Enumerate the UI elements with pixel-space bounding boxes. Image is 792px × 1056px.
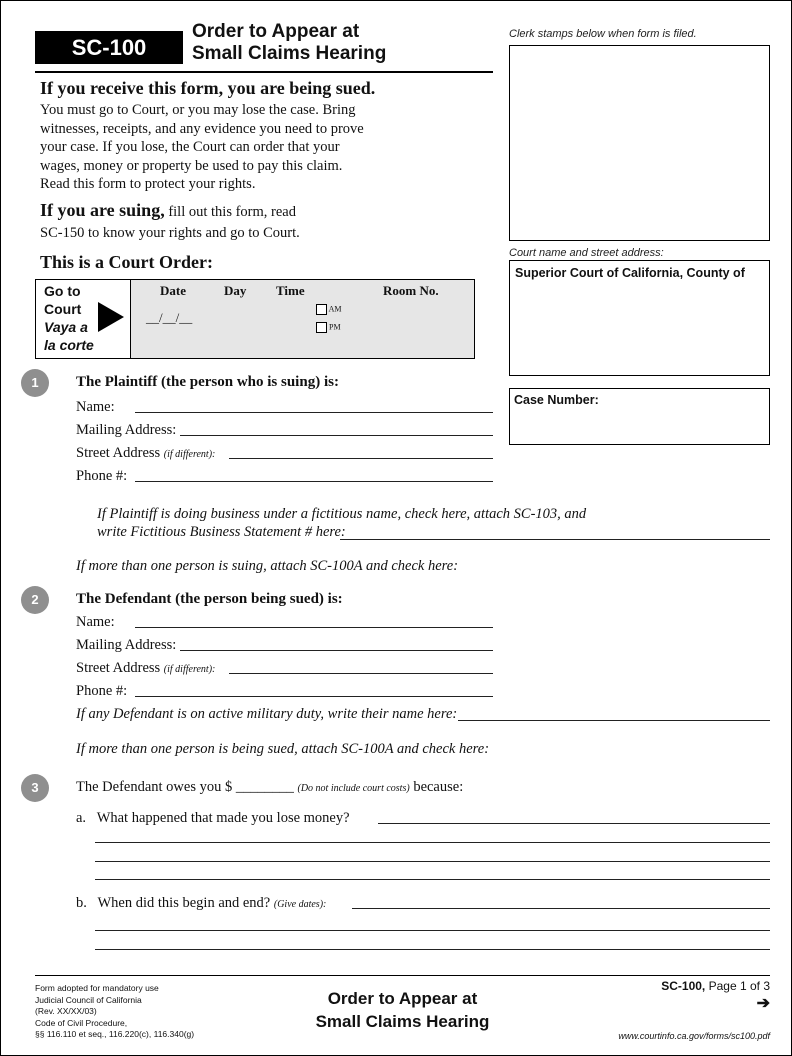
- owes-statement: [76, 779, 463, 796]
- defendant-street-input[interactable]: [229, 673, 493, 674]
- if-different-note: (if different):: [163, 664, 216, 675]
- defendant-more-than-one: If more than one person is being sued, attach SC-100A and check here:: [76, 741, 490, 757]
- suing-bold: If you are suing,: [40, 200, 165, 220]
- question-a-input[interactable]: [378, 823, 770, 824]
- vaya-line: la corte: [44, 337, 94, 353]
- court-costs-note: (Do not include court costs): [297, 783, 410, 794]
- question-b-text: When did this begin and end?: [97, 895, 271, 911]
- intro-body: [40, 101, 364, 194]
- footer-line: (Rev. XX/XX/03): [35, 1006, 97, 1016]
- col-room: Room No.: [383, 283, 439, 298]
- page-number: Page 1 of 3: [708, 979, 770, 993]
- am-checkbox[interactable]: [316, 304, 327, 315]
- form-title: [192, 21, 386, 65]
- plaintiff-more-than-one: If more than one person is suing, attach SC-100A and check here:: [76, 558, 459, 574]
- owes-because: because:: [413, 779, 464, 795]
- question-a-text: What happened that made you lose money?: [96, 810, 350, 826]
- question-b: [76, 895, 326, 912]
- defendant-name-label: Name:: [76, 614, 115, 630]
- footer-line: Code of Civil Procedure,: [35, 1017, 128, 1028]
- question-a-input-line[interactable]: [95, 879, 770, 880]
- plaintiff-phone-input[interactable]: [135, 481, 493, 482]
- military-duty-input[interactable]: [458, 720, 770, 721]
- defendant-mailing-input[interactable]: [180, 650, 493, 651]
- case-number-label: Case Number:: [514, 393, 599, 407]
- question-a: [76, 810, 350, 827]
- question-a-label: a.: [76, 810, 87, 826]
- if-different-note: (if different):: [163, 449, 216, 460]
- give-dates-note: (Give dates):: [273, 899, 327, 910]
- question-b-input-line[interactable]: [95, 949, 770, 950]
- intro-line: You must go to Court, or you may lose the case. Bring: [40, 102, 356, 118]
- suing-paragraph: [40, 201, 300, 242]
- plaintiff-phone-label: Phone #:: [76, 468, 128, 484]
- header-rule: [35, 71, 493, 73]
- form-title-line2: Small Claims Hearing: [192, 43, 387, 64]
- intro-line: wages, money or property be used to pay this claim.: [40, 157, 343, 174]
- footer-title-line1: Order to Appear at: [327, 989, 478, 1008]
- next-page-arrow-icon[interactable]: ➔: [756, 995, 770, 1012]
- suing-line2: SC-150 to know your rights and go to Court.: [40, 224, 300, 241]
- fictitious-line1: If Plaintiff is doing business under a fictitious name, check here, attach SC-103, and: [97, 506, 587, 522]
- question-b-input-line[interactable]: [95, 930, 770, 931]
- pm-label: PM: [329, 322, 341, 332]
- date-field[interactable]: __/__/__: [146, 310, 193, 325]
- court-name-field[interactable]: [509, 260, 770, 376]
- form-number-badge: SC-100: [35, 31, 183, 64]
- pm-option[interactable]: [316, 322, 341, 333]
- footer-rule: [35, 975, 770, 976]
- footer-adoption-info: [35, 983, 194, 1041]
- suing-rest: fill out this form, read: [168, 204, 296, 220]
- military-duty-text: If any Defendant is on active military duty, write their name here:: [76, 706, 458, 722]
- question-a-input-line[interactable]: [95, 842, 770, 843]
- intro-line: Read this form to protect your rights.: [40, 176, 256, 192]
- goto-court-cell: [36, 280, 131, 358]
- am-label: AM: [328, 304, 342, 314]
- col-time: Time: [276, 283, 305, 298]
- footer-title: [290, 987, 515, 1033]
- clerk-stamp-box: [509, 45, 770, 241]
- fictitious-name-text: [97, 505, 586, 541]
- footer-line: Form adopted for mandatory use: [35, 983, 159, 993]
- question-b-label: b.: [76, 895, 87, 911]
- plaintiff-name-label: Name:: [76, 399, 115, 415]
- footer-line: Judicial Council of California: [35, 994, 142, 1005]
- clerk-stamp-label: Clerk stamps below when form is filed.: [509, 28, 697, 40]
- question-a-input-line[interactable]: [95, 861, 770, 862]
- defendant-mailing-label: Mailing Address:: [76, 637, 177, 653]
- court-order-heading: This is a Court Order:: [40, 252, 213, 272]
- owes-text: The Defendant owes you $ ________: [76, 779, 294, 795]
- am-option[interactable]: [316, 304, 341, 315]
- plaintiff-name-input[interactable]: [135, 412, 493, 413]
- intro-line: witnesses, receipts, and any evidence you need to prove: [40, 120, 364, 137]
- fictitious-statement-input[interactable]: [340, 539, 770, 540]
- fictitious-line2: write Fictitious Business Statement # here:: [97, 524, 346, 540]
- court-order-box: [35, 279, 475, 359]
- footer-page-info: [661, 979, 770, 1013]
- intro-heading: If you receive this form, you are being sued.: [40, 78, 376, 98]
- goto-court-text: [44, 282, 94, 354]
- street-text: Street Address: [76, 660, 161, 676]
- section-number-1: 1: [21, 369, 49, 397]
- defendant-street-label: [76, 660, 215, 677]
- footer-title-line2: Small Claims Hearing: [315, 1012, 490, 1031]
- goto-line: Go to: [44, 283, 81, 299]
- question-b-input[interactable]: [352, 908, 770, 909]
- plaintiff-street-label: [76, 445, 215, 462]
- defendant-name-input[interactable]: [135, 627, 493, 628]
- plaintiff-heading: The Plaintiff (the person who is suing) is:: [76, 374, 339, 390]
- footer-url[interactable]: www.courtinfo.ca.gov/forms/sc100.pdf: [618, 1031, 770, 1041]
- pm-checkbox[interactable]: [316, 322, 327, 333]
- col-date: Date: [160, 283, 186, 298]
- defendant-heading: The Defendant (the person being sued) is:: [76, 591, 343, 607]
- section-number-2: 2: [21, 586, 49, 614]
- form-title-line1: Order to Appear at: [192, 21, 360, 42]
- intro-line: your case. If you lose, the Court can order that your: [40, 139, 340, 155]
- court-name-label: Court name and street address:: [509, 247, 664, 259]
- plaintiff-street-input[interactable]: [229, 458, 493, 459]
- street-text: Street Address: [76, 445, 161, 461]
- defendant-phone-label: Phone #:: [76, 683, 128, 699]
- section-number-3: 3: [21, 774, 49, 802]
- court-name-value: Superior Court of California, County of: [515, 266, 745, 280]
- plaintiff-mailing-input[interactable]: [180, 435, 493, 436]
- goto-line: Court: [44, 301, 82, 317]
- case-number-field[interactable]: [509, 388, 770, 445]
- col-day: Day: [224, 283, 247, 298]
- defendant-phone-input[interactable]: [135, 696, 493, 697]
- vaya-line: Vaya a: [44, 319, 88, 335]
- footer-form-ref: SC-100,: [661, 979, 706, 993]
- footer-line: §§ 116.110 et seq., 116.220(c), 116.340(g): [35, 1029, 195, 1039]
- arrow-right-icon: [98, 302, 124, 332]
- plaintiff-mailing-label: Mailing Address:: [76, 422, 177, 438]
